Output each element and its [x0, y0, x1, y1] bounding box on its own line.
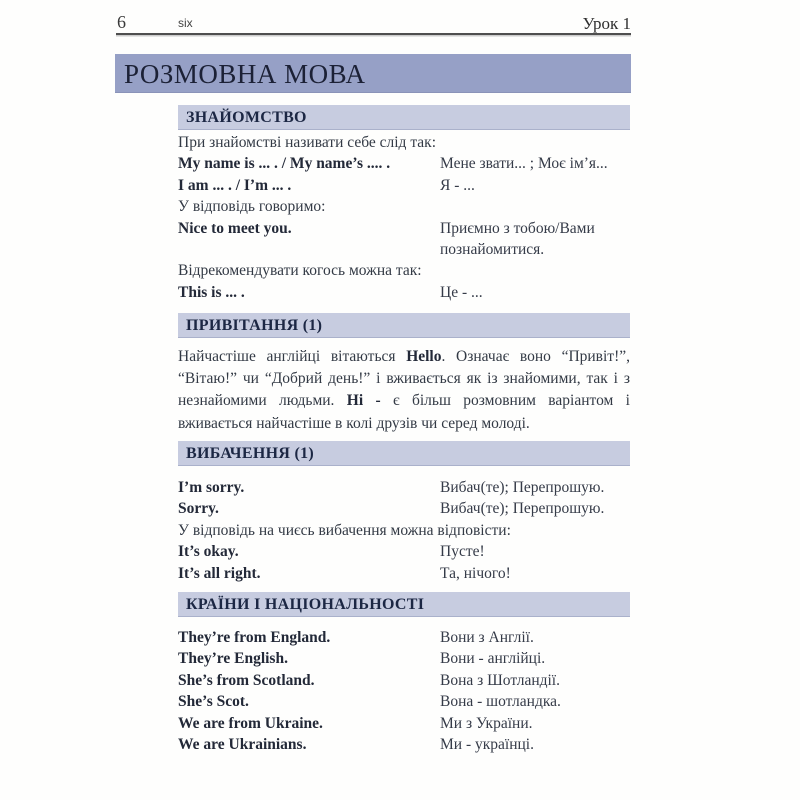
- section-content-vybachennya: [178, 477, 630, 584]
- ukrainian-translation: Приємно з тобою/Вами познайомитися.: [440, 219, 595, 259]
- phrase-row: [178, 713, 630, 734]
- ukrainian-translation: Вибач(те); Перепрошую.: [440, 500, 605, 518]
- english-phrase: I am ... . / I’m ... .: [178, 176, 292, 194]
- chapter-banner: РОЗМОВНА МОВА: [115, 54, 631, 93]
- ukrainian-translation: Вона - шотландка.: [440, 693, 561, 711]
- phrase-row: [178, 648, 630, 669]
- section-content-pryvitannya: [178, 346, 630, 435]
- ukrainian-translation: Та, нічого!: [440, 564, 511, 582]
- phrase-row: [178, 691, 630, 712]
- english-phrase: They’re from England.: [178, 629, 331, 646]
- section-title-pryvitannya: ПРИВІТАННЯ (1): [178, 313, 630, 338]
- section-title-znayomstvo: ЗНАЙОМСТВО: [178, 105, 630, 130]
- page-number-word: six: [178, 16, 193, 30]
- english-phrase: We are from Ukraine.: [178, 714, 323, 732]
- ukrainian-translation: Ми з України.: [440, 714, 533, 732]
- phrase-row: [178, 175, 630, 196]
- phrase-row: [178, 153, 630, 174]
- ukrainian-translation: Мене звати... ; Моє ім’я...: [440, 155, 608, 173]
- english-phrase: She’s Scot.: [178, 693, 249, 711]
- english-phrase: We are Ukrainians.: [178, 736, 307, 754]
- english-phrase: It’s all right.: [178, 564, 261, 582]
- ukrainian-translation: Це - ...: [440, 283, 483, 301]
- ukrainian-translation: Ми - українці.: [440, 736, 534, 754]
- page-number: 6: [117, 12, 126, 32]
- ukrainian-translation: Я - ...: [440, 176, 475, 194]
- header-rule: [116, 33, 631, 35]
- ukrainian-translation: Вони - англійці.: [440, 650, 546, 668]
- phrase-row: [178, 734, 630, 755]
- ukrainian-translation: Пусте!: [440, 543, 485, 561]
- intro-line: У відповідь говоримо:: [178, 198, 326, 216]
- english-phrase: I’m sorry.: [178, 479, 245, 496]
- english-phrase: They’re English.: [178, 650, 288, 668]
- english-phrase: She’s from Scotland.: [178, 671, 315, 689]
- phrase-row: [178, 498, 630, 519]
- ukrainian-translation: Вибач(те); Перепрошую.: [440, 479, 605, 496]
- intro-line: У відповідь на чиєсь вибачення можна відповісти:: [178, 521, 511, 539]
- english-phrase: My name is ... . / My name’s .... .: [178, 155, 391, 173]
- phrase-row: [178, 563, 630, 584]
- ukrainian-translation: Вони з Англії.: [440, 629, 534, 646]
- intro-line: При знайомстві називати себе слід так:: [178, 134, 436, 151]
- english-phrase: Nice to meet you.: [178, 219, 292, 237]
- phrase-row: [178, 670, 630, 691]
- phrase-row: [178, 282, 630, 303]
- explanatory-paragraph: Найчастіше англійці вітаються Hello. Означає воно “Привіт!”, “Вітаю!” чи “Добрий день!” і вживається як із знайомими, так і з незнайомими людьми. Hi - є більш розмовним варіантом і вживається найчастіше в колі друзів чи серед молоді.: [178, 348, 630, 432]
- section-title-vybachennya: ВИБАЧЕННЯ (1): [178, 441, 630, 466]
- english-phrase: Sorry.: [178, 500, 219, 518]
- english-phrase: This is ... .: [178, 283, 245, 301]
- intro-line: Відрекомендувати когось можна так:: [178, 262, 422, 280]
- section-title-krayiny: КРАЇНИ І НАЦІОНАЛЬНОСТІ: [178, 592, 630, 617]
- phrase-row: [178, 541, 630, 562]
- ukrainian-translation: Вона з Шотландії.: [440, 671, 560, 689]
- section-content-krayiny: [178, 627, 630, 755]
- english-phrase: It’s okay.: [178, 543, 239, 561]
- lesson-label: Урок 1: [582, 14, 631, 33]
- page-header: [116, 12, 631, 34]
- phrase-row: [178, 627, 630, 648]
- section-content-znayomstvo: [178, 132, 630, 303]
- phrase-row: [178, 477, 630, 498]
- phrase-row: [178, 218, 630, 261]
